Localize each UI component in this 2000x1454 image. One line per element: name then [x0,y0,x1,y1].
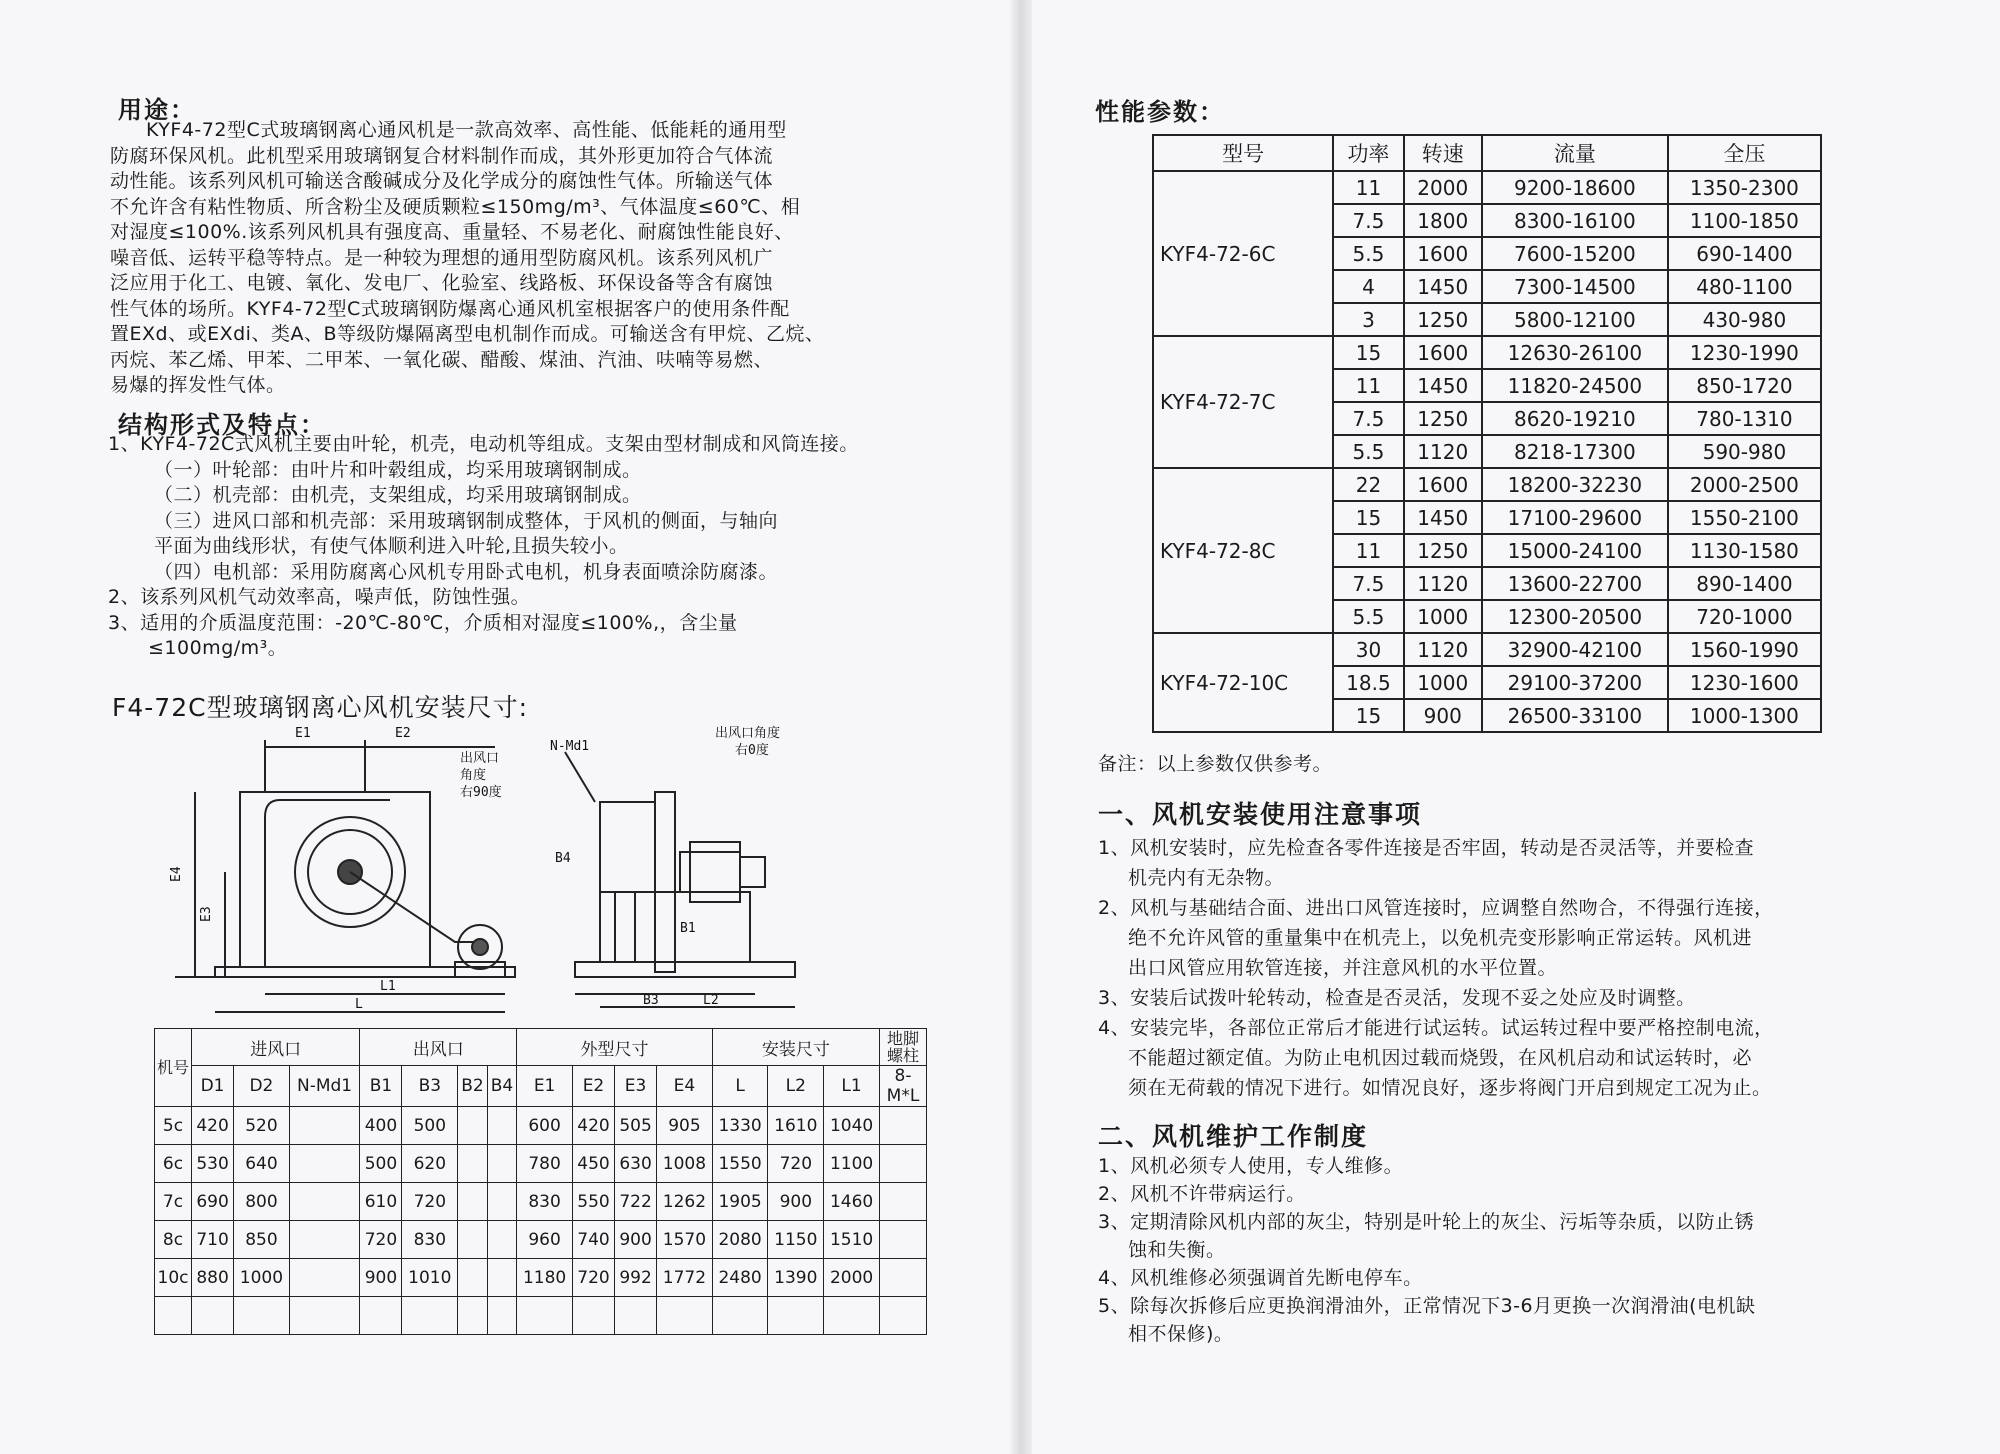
dims-row [155,1297,927,1335]
dims-cell [487,1259,517,1297]
dims-cell: 1510 [824,1221,880,1259]
svg-text:B1: B1 [680,921,696,936]
svg-text:出风口: 出风口 [460,751,500,766]
install_notes-line: 绝不允许风管的重量集中在机壳上，以免机壳变形影响正常运转。风机进 [1128,927,1753,949]
dims-cell [155,1297,192,1335]
perf-model: KYF4-72-7C [1153,336,1333,468]
perf-cell: 7.5 [1333,567,1403,600]
install_notes-line: 须在无荷载的情况下进行。如情况良好，逐步将阀门开启到规定工况为止。 [1128,1077,1772,1099]
perf-cell: 1230-1600 [1668,666,1821,699]
install_notes-line: 4、安装完毕，各部位正常后才能进行试运转。试运转过程中要严格控制电流， [1098,1017,1774,1039]
dims-cell: 2000 [824,1259,880,1297]
dims-cell: 720 [572,1259,614,1297]
svg-text:角度: 角度 [460,768,487,783]
dims-cell [192,1297,234,1335]
structure-text [108,432,988,662]
dims-sub-header: L1 [824,1066,880,1107]
dims-cell: 830 [517,1183,573,1221]
dims-cell: 830 [402,1221,458,1259]
perf-cell: 1000-1300 [1668,699,1821,732]
dims-cell: 630 [615,1145,657,1183]
perf-cell: 7.5 [1333,402,1403,435]
usage-line: 易爆的挥发性气体。 [110,374,286,396]
dims-cell: 720 [768,1145,824,1183]
dims-cell [289,1221,360,1259]
perf-cell: 1230-1990 [1668,336,1821,369]
dims-cell: 722 [615,1183,657,1221]
dims-group-header: 机号 [155,1029,192,1107]
dims-row [155,1259,927,1297]
dims-cell: 1010 [402,1259,458,1297]
perf-row [1153,336,1821,369]
perf-row [1153,171,1821,204]
dims-cell: 500 [402,1107,458,1145]
dims-cell: 1262 [657,1183,713,1221]
dims-cell: 900 [615,1221,657,1259]
perf-row [1153,468,1821,501]
dims-cell [880,1107,927,1145]
dims-sub-header: E2 [572,1066,614,1107]
perf-cell: 430-980 [1668,303,1821,336]
dims-cell: 2080 [712,1221,768,1259]
install_notes-line: 机壳内有无杂物。 [1128,867,1285,889]
perf-cell: 8218-17300 [1482,435,1668,468]
usage-line: 置EXd、或EXdi、类A、B等级防爆隔离型电机制作而成。可输送含有甲烷、乙烷、 [110,323,825,345]
structure-line: 2、该系列风机气动效率高，噪声低，防蚀性强。 [108,586,531,608]
perf-cell: 32900-42100 [1482,633,1668,666]
dims-cell [360,1297,402,1335]
dims-cell [458,1221,488,1259]
usage-line: 性气体的场所。KYF4-72型C式玻璃钢防爆离心通风机室根据客户的使用条件配 [110,297,790,320]
dims-cell [880,1183,927,1221]
perf-cell: 26500-33100 [1482,699,1668,732]
perf-cell: 11 [1333,534,1403,567]
perf-cell: 3 [1333,303,1403,336]
dims-cell [458,1297,488,1335]
dims-cell [458,1107,488,1145]
perf-cell: 7.5 [1333,204,1403,237]
dims-sub-header: B3 [402,1066,458,1107]
maintenance-line: 4、风机维修必须强调首先断电停车。 [1098,1267,1423,1289]
dims-cell: 500 [360,1145,402,1183]
dims-cell: 520 [234,1107,290,1145]
dims-cell: 10c [155,1259,192,1297]
structure-line: （二）机壳部：由机壳，支架组成，均采用玻璃钢制成。 [154,484,642,506]
dims-cell [487,1221,517,1259]
structure-line: （四）电机部：采用防腐离心风机专用卧式电机，机身表面喷涂防腐漆。 [154,560,779,583]
dims-cell: 992 [615,1259,657,1297]
dims-sub-header: L [712,1066,768,1107]
dims-cell: 1570 [657,1221,713,1259]
dims-cell [880,1221,927,1259]
svg-text:E4: E4 [169,866,184,882]
maintenance-text [1098,1152,1978,1348]
structure-line: 3、适用的介质温度范围：-20℃-80℃，介质相对湿度≤100%,，含尘量 [108,611,738,634]
dims-cell: 420 [192,1107,234,1145]
perf-cell: 850-1720 [1668,369,1821,402]
perf-cell: 7300-14500 [1482,270,1668,303]
dims-cell: 710 [192,1221,234,1259]
perf-cell: 5.5 [1333,435,1403,468]
perf-cell: 1120 [1404,633,1482,666]
dims-cell: 450 [572,1145,614,1183]
perf-cell: 1450 [1404,369,1482,402]
perf-cell: 1120 [1404,567,1482,600]
dims-cell: 960 [517,1221,573,1259]
dims-cell: 720 [360,1221,402,1259]
perf-cell: 8620-19210 [1482,402,1668,435]
dims-cell [517,1297,573,1335]
maintenance-line: 2、风机不许带病运行。 [1098,1183,1306,1205]
perf-cell: 2000 [1404,171,1482,204]
svg-text:右90度: 右90度 [460,785,502,800]
dims-cell: 530 [192,1145,234,1183]
dims-cell: 1610 [768,1107,824,1145]
dims-cell [402,1297,458,1335]
dims-cell: 1550 [712,1145,768,1183]
usage-line: 对湿度≤100%.该系列风机具有强度高、重量轻、不易老化、耐腐蚀性能良好、 [110,221,794,243]
perf-cell: 1800 [1404,204,1482,237]
dims-cell: 400 [360,1107,402,1145]
dims-cell: 7c [155,1183,192,1221]
perf-cell: 18200-32230 [1482,468,1668,501]
perf-cell: 30 [1333,633,1403,666]
dims-row [155,1221,927,1259]
perf-cell: 18.5 [1333,666,1403,699]
usage-line: KYF4-72型C式玻璃钢离心通风机是一款高效率、高性能、低能耗的通用型 [146,119,787,141]
label-e1: E1 [295,726,311,741]
dims-cell [458,1259,488,1297]
install_notes-line: 不能超过额定值。为防止电机因过载而烧毁，在风机启动和试运转时，必 [1128,1047,1753,1069]
dims-cell [657,1297,713,1335]
perf-cell: 12630-26100 [1482,336,1668,369]
perf-heading: 性能参数： [1095,98,1225,126]
structure-line: （三）进风口部和机壳部：采用玻璃钢制成整体，于风机的侧面，与轴向 [154,509,779,532]
structure-line: 平面为曲线形状，有使气体顺利进入叶轮,且损失较小。 [154,535,629,557]
dims-cell [458,1145,488,1183]
perf-header: 全压 [1668,135,1821,171]
dims-cell [712,1297,768,1335]
usage-line: 泛应用于化工、电镀、氧化、发电厂、化验室、线路板、环保设备等含有腐蚀 [110,272,774,294]
install-notes-heading: 一、风机安装使用注意事项 [1098,800,1423,829]
dims-cell: 800 [234,1183,290,1221]
install-heading: F4-72C型玻璃钢离心风机安装尺寸: [112,693,528,722]
dims-sub-header: 8-M*L [880,1066,927,1107]
dims-cell [289,1297,360,1335]
perf-header: 型号 [1153,135,1333,171]
perf-cell: 13600-22700 [1482,567,1668,600]
perf-cell: 11820-24500 [1482,369,1668,402]
dims-cell: 5c [155,1107,192,1145]
dims-cell [487,1183,517,1221]
dims-sub-header: E3 [615,1066,657,1107]
dims-group-header: 进风口 [192,1029,360,1066]
maintenance-line: 1、风机必须专人使用，专人维修。 [1098,1155,1404,1177]
structure-line: ≤100mg/m³。 [148,637,288,659]
dims-cell: 505 [615,1107,657,1145]
maintenance-line: 5、除每次拆修后应更换润滑油外，正常情况下3-6月更换一次润滑油(电机缺 [1098,1295,1756,1317]
dims-cell [880,1259,927,1297]
install-dimensions-table [154,1028,927,1335]
dims-cell [289,1259,360,1297]
fan-installation-diagram [155,722,875,1022]
install_notes-line: 2、风机与基础结合面、进出口风管连接时，应调整自然吻合，不得强行连接， [1098,897,1774,919]
install_notes-line: 出口风管应用软管连接，并注意风机的水平位置。 [1128,957,1558,979]
perf-cell: 17100-29600 [1482,501,1668,534]
usage-line: 噪音低、运转平稳等特点。是一种较为理想的通用型防腐风机。该系列风机广 [110,246,774,269]
dims-row [155,1145,927,1183]
dims-sub-header: B2 [458,1066,488,1107]
install_notes-line: 1、风机安装时，应先检查各零件连接是否牢固，转动是否灵活等，并要检查 [1098,837,1755,859]
dims-row [155,1183,927,1221]
dims-cell [768,1297,824,1335]
perf-model: KYF4-72-8C [1153,468,1333,633]
perf-cell: 7600-15200 [1482,237,1668,270]
dims-cell: 2480 [712,1259,768,1297]
perf-cell: 4 [1333,270,1403,303]
perf-cell: 22 [1333,468,1403,501]
perf-cell: 1450 [1404,501,1482,534]
dims-cell [458,1183,488,1221]
page-fold [1010,0,1032,1454]
dims-cell: 1390 [768,1259,824,1297]
usage-line: 防腐环保风机。此机型采用玻璃钢复合材料制作而成，其外形更加符合气体流 [110,144,774,167]
dims-cell: 1000 [234,1259,290,1297]
maintenance-line: 相不保修)。 [1128,1323,1234,1345]
perf-cell: 1600 [1404,237,1482,270]
perf-model: KYF4-72-10C [1153,633,1333,732]
dims-sub-header: B4 [487,1066,517,1107]
svg-text:E3: E3 [199,906,214,922]
dims-cell: 900 [768,1183,824,1221]
dims-cell: 1330 [712,1107,768,1145]
perf-cell: 1100-1850 [1668,204,1821,237]
dims-cell: 850 [234,1221,290,1259]
svg-text:L2: L2 [703,993,719,1008]
dims-cell [824,1297,880,1335]
perf-cell: 5.5 [1333,600,1403,633]
dims-cell: 905 [657,1107,713,1145]
perf-cell: 1250 [1404,303,1482,336]
svg-text:B4: B4 [555,851,571,866]
dims-group-header: 地脚螺柱 [880,1029,927,1066]
dims-cell: 1905 [712,1183,768,1221]
dims-cell: 8c [155,1221,192,1259]
perf-model: KYF4-72-6C [1153,171,1333,336]
label-e2: E2 [395,726,411,741]
dims-sub-header: D1 [192,1066,234,1107]
dims-sub-header: E4 [657,1066,713,1107]
usage-heading: 用途： [118,96,196,124]
structure-line: 1、KYF4-72C式风机主要由叶轮，机壳，电动机等组成。支架由型材制成和风筒连接。 [108,433,859,455]
structure-heading: 结构形式及特点： [118,411,326,439]
svg-text:N-Md1: N-Md1 [550,739,590,754]
perf-cell: 1560-1990 [1668,633,1821,666]
dims-cell: 720 [402,1183,458,1221]
dims-cell: 600 [517,1107,573,1145]
dims-cell: 690 [192,1183,234,1221]
perf-cell: 15000-24100 [1482,534,1668,567]
dims-sub-header: E1 [517,1066,573,1107]
usage-line: 动性能。该系列风机可输送含酸碱成分及化学成分的腐蚀性气体。所输送气体 [110,170,774,192]
dims-cell [615,1297,657,1335]
dims-cell [487,1145,517,1183]
dims-cell: 610 [360,1183,402,1221]
perf-cell: 780-1310 [1668,402,1821,435]
dims-cell: 1100 [824,1145,880,1183]
perf-cell: 12300-20500 [1482,600,1668,633]
dims-cell [487,1107,517,1145]
perf-note: 备注：以上参数仅供参考。 [1098,753,1333,775]
dims-group-header: 外型尺寸 [517,1029,713,1066]
perf-cell: 1600 [1404,336,1482,369]
perf-cell: 690-1400 [1668,237,1821,270]
dims-row [155,1107,927,1145]
dims-cell: 6c [155,1145,192,1183]
perf-cell: 9200-18600 [1482,171,1668,204]
perf-cell: 8300-16100 [1482,204,1668,237]
perf-cell: 1550-2100 [1668,501,1821,534]
perf-cell: 5.5 [1333,237,1403,270]
install-notes-text [1098,833,1978,1103]
svg-text:出风口角度: 出风口角度 [715,726,781,741]
dims-cell: 900 [360,1259,402,1297]
svg-text:B3: B3 [643,993,659,1008]
dims-cell: 1772 [657,1259,713,1297]
perf-row [1153,633,1821,666]
dims-cell: 1460 [824,1183,880,1221]
dims-cell: 1008 [657,1145,713,1183]
maintenance-heading: 二、风机维护工作制度 [1098,1122,1369,1151]
dims-cell: 780 [517,1145,573,1183]
perf-cell: 1120 [1404,435,1482,468]
perf-cell: 1600 [1404,468,1482,501]
perf-cell: 1250 [1404,534,1482,567]
perf-cell: 11 [1333,171,1403,204]
perf-cell: 890-1400 [1668,567,1821,600]
perf-cell: 29100-37200 [1482,666,1668,699]
dims-sub-header: N-Md1 [289,1066,360,1107]
dims-cell: 420 [572,1107,614,1145]
dims-cell: 1040 [824,1107,880,1145]
usage-text [110,118,940,399]
perf-cell: 1130-1580 [1668,534,1821,567]
maintenance-line: 蚀和失衡。 [1128,1239,1226,1261]
structure-line: （一）叶轮部：由叶片和叶毂组成，均采用玻璃钢制成。 [154,458,642,481]
install_notes-line: 3、安装后试拨叶轮转动，检查是否灵活，发现不妥之处应及时调整。 [1098,987,1696,1009]
perf-header: 转速 [1404,135,1482,171]
perf-header: 流量 [1482,135,1668,171]
perf-cell: 11 [1333,369,1403,402]
perf-cell: 15 [1333,336,1403,369]
dims-sub-header: B1 [360,1066,402,1107]
perf-cell: 720-1000 [1668,600,1821,633]
dims-cell [289,1183,360,1221]
usage-line: 丙烷、苯乙烯、甲苯、二甲苯、一氧化碳、醋酸、煤油、汽油、呋喃等易燃、 [110,348,774,371]
dims-cell [572,1297,614,1335]
performance-table [1152,134,1822,733]
svg-text:L: L [355,997,363,1012]
dims-cell [289,1145,360,1183]
dims-cell: 550 [572,1183,614,1221]
dims-sub-header: D2 [234,1066,290,1107]
perf-cell: 1350-2300 [1668,171,1821,204]
dims-cell: 880 [192,1259,234,1297]
svg-text:右0度: 右0度 [735,743,769,758]
perf-cell: 15 [1333,699,1403,732]
dims-group-header: 出风口 [360,1029,517,1066]
perf-cell: 590-980 [1668,435,1821,468]
dims-group-header: 安装尺寸 [712,1029,879,1066]
maintenance-line: 3、定期清除风机内部的灰尘，特别是叶轮上的灰尘、污垢等杂质，以防止锈 [1098,1211,1755,1233]
perf-cell: 1450 [1404,270,1482,303]
dims-cell [880,1297,927,1335]
dims-sub-header: L2 [768,1066,824,1107]
perf-cell: 1250 [1404,402,1482,435]
usage-line: 不允许含有粘性物质、所含粉尘及硬质颗粒≤150mg/m³、气体温度≤60℃、相 [110,195,801,218]
perf-cell: 2000-2500 [1668,468,1821,501]
perf-cell: 1000 [1404,666,1482,699]
dims-cell: 1180 [517,1259,573,1297]
dims-cell: 740 [572,1221,614,1259]
perf-cell: 900 [1404,699,1482,732]
dims-cell [234,1297,290,1335]
perf-header: 功率 [1333,135,1403,171]
svg-text:L1: L1 [380,979,396,994]
perf-cell: 480-1100 [1668,270,1821,303]
perf-cell: 15 [1333,501,1403,534]
dims-cell [487,1297,517,1335]
dims-cell: 640 [234,1145,290,1183]
dims-cell [289,1107,360,1145]
dims-cell: 1150 [768,1221,824,1259]
perf-cell: 5800-12100 [1482,303,1668,336]
dims-cell [880,1145,927,1183]
perf-cell: 1000 [1404,600,1482,633]
dims-cell: 620 [402,1145,458,1183]
